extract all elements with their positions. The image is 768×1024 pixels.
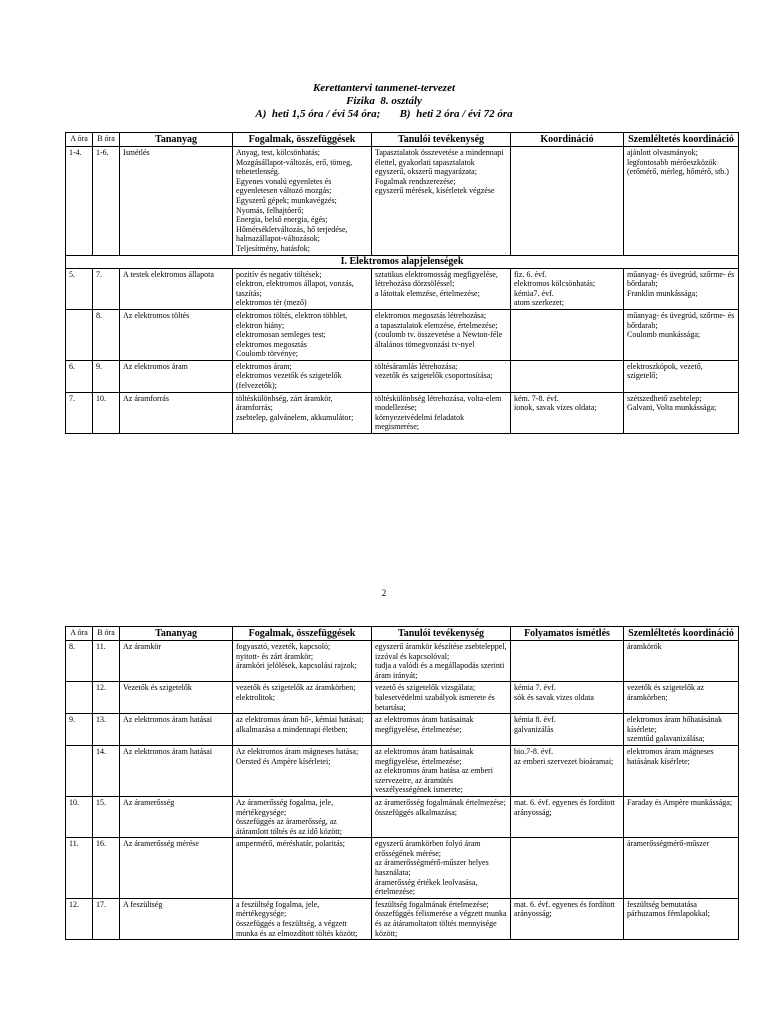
- column-header-coordination: Koordináció: [511, 133, 624, 147]
- cell-line: a feszültség fogalma, jele, mértékegysége;: [236, 899, 320, 919]
- cell-line: mat. 6. évf. egyenes és fordított arányosság;: [514, 899, 615, 919]
- column-header-topic: Tananyag: [120, 133, 233, 147]
- b-hour-cell: 1-6.: [93, 147, 120, 256]
- page-number: 2: [381, 588, 387, 598]
- column-header-b-hour: B óra: [93, 627, 120, 641]
- demonstration-cell: [624, 714, 739, 746]
- demonstration-cell: [624, 268, 739, 309]
- cell-line: vezetők és szigetelők az áramkörben;: [236, 683, 356, 693]
- cell-line: a tapasztalatok elemzése, értelmezése;: [375, 320, 498, 330]
- table-row: [66, 309, 739, 360]
- demonstration-cell: [624, 360, 739, 392]
- cell-line: alkalmazása a mindennapi életben;: [236, 724, 348, 734]
- cell-line: feszültség fogalmának értelmezése;: [375, 899, 489, 909]
- coordination-cell: [511, 898, 624, 939]
- cell-line: Teljesítmény, hatásfok;: [236, 243, 311, 253]
- b-hour-cell: 7.: [93, 268, 120, 309]
- concepts-cell: [233, 360, 372, 392]
- b-hour-cell: 14.: [93, 745, 120, 796]
- b-hour-cell: 9.: [93, 360, 120, 392]
- coordination-cell: [511, 147, 624, 256]
- cell-line: elektromos áram mágneses hatásának kísérlete;: [627, 746, 714, 766]
- column-header-b-hour: B óra: [93, 133, 120, 147]
- a-hour-cell: 6.: [66, 360, 93, 392]
- activity-cell: [372, 714, 511, 746]
- coordination-cell: [511, 392, 624, 433]
- cell-line: bio.7-8. évf.: [514, 746, 554, 756]
- cell-line: töltésáramlás létrehozása;: [375, 361, 458, 371]
- a-hour-cell: [66, 309, 93, 360]
- activity-cell: [372, 392, 511, 433]
- table-row: [66, 745, 739, 796]
- topic-cell: A testek elektromos állapota: [120, 268, 233, 309]
- cell-line: feszültség bemutatása párhuzamos fémlapokkal;: [627, 899, 710, 919]
- table-header-row: [66, 627, 739, 641]
- cell-line: összefüggés az áramerősség, az átáramlott töltés és az idő között;: [236, 817, 342, 836]
- concepts-cell: [233, 641, 372, 682]
- cell-line: fogyasztó, vezeték, kapcsoló;: [236, 642, 331, 651]
- cell-line: egyszerű mérések, kísérletek végzése: [375, 186, 495, 196]
- topic-cell: Az elektromos áram: [120, 360, 233, 392]
- topic-cell: Az áramkör: [120, 641, 233, 682]
- cell-line: egyszerű áramkör készítése zsebteleppel, izzóval és kapcsolóval;: [375, 642, 507, 661]
- cell-line: elektrolitok;: [236, 692, 276, 702]
- demonstration-cell: [624, 745, 739, 796]
- a-hour-cell: 8.: [66, 641, 93, 682]
- a-hour-cell: 11.: [66, 838, 93, 899]
- document-title: Kerettantervi tanmenet-tervezet: [312, 82, 456, 94]
- curriculum-table-page1: [65, 132, 739, 434]
- cell-line: Egyenes vonalú egyenletes és egyenletesen változó mozgás;: [236, 176, 332, 196]
- activity-cell: [372, 147, 511, 256]
- cell-line: Nyomás, felhajtóerő;: [236, 205, 304, 215]
- cell-line: elektromosan semleges test;: [236, 330, 326, 340]
- concepts-cell: [233, 898, 372, 939]
- concepts-cell: [233, 268, 372, 309]
- b-hour-cell: 13.: [93, 714, 120, 746]
- column-header-review: Folyamatos ismétlés: [511, 627, 624, 641]
- cell-line: összefüggés a feszültség, a végzett munka és az elmozdított töltés között;: [236, 919, 358, 938]
- cell-line: Az elektromos áram mágneses hatása;: [236, 746, 359, 756]
- concepts-cell: [233, 682, 372, 714]
- activity-cell: [372, 745, 511, 796]
- a-hour-cell: [66, 682, 93, 714]
- column-header-a-hour: A óra: [66, 627, 93, 641]
- demonstration-cell: [624, 838, 739, 899]
- activity-cell: [372, 682, 511, 714]
- cell-line: Faraday és Ampère munkássága;: [627, 797, 733, 807]
- cell-line: az áramerősség fogalmának értelmezése;: [375, 797, 506, 807]
- b-hour-cell: 16.: [93, 838, 120, 899]
- cell-line: galvanizálás: [514, 724, 554, 734]
- cell-line: műanyag- és üvegrúd, szőrme- és bőrdarab;: [627, 310, 735, 330]
- activity-cell: [372, 360, 511, 392]
- concepts-cell: [233, 796, 372, 837]
- cell-line: összefüggés felismerése a végzett munka és az átáramoltatott töltés mennyisége között;: [375, 909, 507, 938]
- column-header-activity: Tanulói tevékenység: [372, 133, 511, 147]
- concepts-cell: [233, 838, 372, 899]
- cell-line: legfontosabb mérőeszközök (erőmérő, mérleg, hőmérő, stb.): [627, 157, 729, 177]
- cell-line: Tapasztalatok összevetése a mindennapi élettel, gyakorlati tapasztalatok egyszerű, okszerű magyarázata;: [375, 148, 504, 177]
- cell-line: balesetvédelmi szabályok ismerete és betartása;: [375, 692, 495, 712]
- demonstration-cell: [624, 309, 739, 360]
- cell-line: töltéskülönbség, zárt áramkör, áramforrás;: [236, 393, 333, 413]
- cell-line: elektron, elektromos állapot, vonzás, taszítás;: [236, 279, 354, 298]
- cell-line: Mozgásállapot-változás, erő, tömeg, tehetetlenség.: [236, 157, 353, 177]
- cell-line: ajánlott olvasmányok;: [627, 148, 698, 157]
- cell-line: Oersted és Ampère kísérletei;: [236, 756, 331, 766]
- coordination-cell: [511, 796, 624, 837]
- topic-cell: Az elektromos áram hatásai: [120, 714, 233, 746]
- cell-line: áramkörök: [627, 642, 662, 651]
- cell-line: kém. 7-8. évf.: [514, 393, 559, 403]
- cell-line: az elektromos áram hatásainak megfigyelése, értelmezése;: [375, 715, 474, 734]
- cell-line: zsebtelep, galvánelem, akkumulátor;: [236, 412, 354, 422]
- a-hour-cell: 7.: [66, 392, 93, 433]
- coordination-cell: [511, 309, 624, 360]
- topic-cell: Az áramerősség: [120, 796, 233, 837]
- column-header-concepts: Fogalmak, összefüggések: [233, 627, 372, 641]
- cell-line: vezetők és szigetelők csoportosítása;: [375, 371, 493, 381]
- table-row: [66, 898, 739, 939]
- cell-line: egyszerű áramkörben folyó áram erősségének mérése;: [375, 839, 481, 858]
- cell-line: szemtűd galavanizálása;: [627, 734, 705, 744]
- demonstration-cell: [624, 796, 739, 837]
- cell-line: áramerősség értékek leolvasása, értelmezése;: [375, 877, 478, 897]
- document-title-block: [0, 82, 768, 121]
- cell-line: (coulomb tv. összevetése a Newton-féle általános tömegvonzási tv-nyel: [375, 330, 503, 349]
- topic-cell: Az elektromos áram hatásai: [120, 745, 233, 796]
- table-row: [66, 796, 739, 837]
- a-hour-cell: 5.: [66, 268, 93, 309]
- coordination-cell: [511, 641, 624, 682]
- topic-cell: Ismétlés: [120, 147, 233, 256]
- cell-line: műanyag- és üvegrúd, szőrme- és bőrdarab;: [627, 269, 735, 289]
- cell-line: Anyag, test, kölcsönhatás;: [236, 148, 320, 157]
- cell-line: elektromos áram hőhatásának kísérlete;: [627, 715, 723, 734]
- b-hour-cell: 17.: [93, 898, 120, 939]
- demonstration-cell: [624, 898, 739, 939]
- b-hour-cell: 12.: [93, 682, 120, 714]
- cell-line: kémia 8. évf.: [514, 715, 556, 725]
- cell-line: kémia7. évf.: [514, 288, 554, 298]
- cell-line: sók és savak vizes oldata: [514, 692, 594, 702]
- column-header-demonstration: Szemléltetés koordináció: [624, 627, 739, 641]
- cell-line: elektromos megosztás létrehozása;: [375, 310, 487, 320]
- cell-line: tudja a valódi és a megállapodás szerinti áram irányát;: [375, 661, 505, 680]
- table-row: [66, 641, 739, 682]
- a-hour-cell: [66, 745, 93, 796]
- topic-cell: Az elektromos töltés: [120, 309, 233, 360]
- column-header-concepts: Fogalmak, összefüggések: [233, 133, 372, 147]
- cell-line: elektromos megosztás: [236, 339, 307, 349]
- cell-line: töltéskülönbség létrehozása, volta-elem modellezése;: [375, 393, 502, 413]
- cell-line: Galvani, Volta munkássága;: [627, 403, 717, 413]
- demonstration-cell: [624, 641, 739, 682]
- table-row: [66, 268, 739, 309]
- cell-line: nyitott- és zárt áramkör;: [236, 651, 314, 661]
- table-row: [66, 838, 739, 899]
- coordination-cell: [511, 682, 624, 714]
- cell-line: fiz. 6. évf.: [514, 269, 547, 279]
- table-row: [66, 714, 739, 746]
- cell-line: környezetvédelmi feladatok megismerése;: [375, 412, 465, 432]
- cell-line: elektroszkópok, vezető, szigetelő;: [627, 361, 703, 381]
- coordination-cell: [511, 838, 624, 899]
- concepts-cell: [233, 745, 372, 796]
- b-hour-cell: 15.: [93, 796, 120, 837]
- column-header-a-hour: A óra: [66, 133, 93, 147]
- table-row: [66, 360, 739, 392]
- table-row: [66, 147, 739, 256]
- cell-line: Franklin munkássága;: [627, 288, 698, 298]
- section-title: I. Elektromos alapjelenségek: [66, 255, 739, 268]
- a-hour-cell: 9.: [66, 714, 93, 746]
- cell-line: atom szerkezet;: [514, 298, 564, 308]
- a-hour-cell: 12.: [66, 898, 93, 939]
- activity-cell: [372, 796, 511, 837]
- concepts-cell: [233, 147, 372, 256]
- cell-line: Coulomb törvénye;: [236, 349, 298, 359]
- coordination-cell: [511, 714, 624, 746]
- cell-line: vezetők és szigetelők az áramkörben;: [627, 683, 705, 702]
- activity-cell: [372, 309, 511, 360]
- table-header-row: [66, 133, 739, 147]
- concepts-cell: [233, 714, 372, 746]
- table-row: [66, 392, 739, 433]
- concepts-cell: [233, 392, 372, 433]
- cell-line: az elektromos áram hő-, kémiai hatásai;: [236, 715, 364, 725]
- concepts-cell: [233, 309, 372, 360]
- topic-cell: Az áramerősség mérése: [120, 838, 233, 899]
- table-row: [66, 682, 739, 714]
- section-header-row: [66, 255, 739, 268]
- column-header-demonstration: Szemléltetés koordináció: [624, 133, 739, 147]
- topic-cell: A feszültség: [120, 898, 233, 939]
- cell-line: Coulomb munkássága;: [627, 330, 701, 340]
- document-hours-line: A) heti 1,5 óra / évi 54 óra; B) heti 2 óra / évi 72 óra: [255, 108, 513, 120]
- cell-line: ionok, savak vizes oldata;: [514, 403, 597, 413]
- cell-line: szétszedhető zsebtelep;: [627, 393, 702, 403]
- cell-line: elektromos kölcsönhatás;: [514, 279, 596, 289]
- activity-cell: [372, 838, 511, 899]
- cell-line: Energia, belső energia, égés;: [236, 215, 328, 225]
- cell-line: az áramerősségmérő-műszer helyes használata;: [375, 858, 489, 878]
- cell-line: vezető és szigetelők vizsgálata;: [375, 683, 476, 693]
- coordination-cell: [511, 745, 624, 796]
- demonstration-cell: [624, 147, 739, 256]
- a-hour-cell: 10.: [66, 796, 93, 837]
- activity-cell: [372, 898, 511, 939]
- document-subtitle: Fizika 8. osztály: [346, 95, 422, 107]
- curriculum-table-page2: [65, 626, 739, 940]
- cell-line: Az áramerősség fogalma, jele, mértékegysége;: [236, 797, 334, 817]
- cell-line: összefüggés alkalmazása;: [375, 807, 457, 817]
- cell-line: elektromos áram;: [236, 361, 292, 371]
- cell-line: pozitív és negatív töltések;: [236, 269, 322, 279]
- b-hour-cell: 8.: [93, 309, 120, 360]
- cell-line: áramerősségmérő-műszer: [627, 839, 710, 849]
- cell-line: az elektromos áram hatásainak megfigyelése, értelmezése;: [375, 746, 474, 766]
- demonstration-cell: [624, 682, 739, 714]
- cell-line: elektromos töltés, elektron többlet, elektron hiány;: [236, 310, 348, 330]
- cell-line: az emberi szervezet bioáramai;: [514, 756, 614, 766]
- cell-line: sztatikus elektromosság megfigyelése, létrehozása dörzsöléssel;: [375, 269, 498, 289]
- a-hour-cell: 1-4.: [66, 147, 93, 256]
- cell-line: áramköri jelölések, kapcsolási rajzok;: [236, 661, 357, 671]
- demonstration-cell: [624, 392, 739, 433]
- topic-cell: Az áramforrás: [120, 392, 233, 433]
- cell-line: Fogalmak rendszerezése;: [375, 176, 456, 186]
- coordination-cell: [511, 360, 624, 392]
- topic-cell: Vezetők és szigetelők: [120, 682, 233, 714]
- cell-line: az elektromos áram hatása az emberi szervezetre, az áramütés veszélyességének ismerete;: [375, 766, 493, 795]
- cell-line: Hőmérsékletváltozás, hő terjedése, halmazállapot-változások;: [236, 224, 348, 244]
- b-hour-cell: 11.: [93, 641, 120, 682]
- column-header-topic: Tananyag: [120, 627, 233, 641]
- coordination-cell: [511, 268, 624, 309]
- cell-line: elektromos tér (mező): [236, 298, 307, 308]
- cell-line: mat. 6. évf. egyenes és fordított arányosság;: [514, 797, 615, 817]
- cell-line: kémia 7. évf.: [514, 683, 556, 693]
- cell-line: Egyszerű gépek; munkavégzés;: [236, 195, 337, 205]
- activity-cell: [372, 641, 511, 682]
- activity-cell: [372, 268, 511, 309]
- cell-line: a látottak elemzése, értelmezése;: [375, 288, 480, 298]
- column-header-activity: Tanulói tevékenység: [372, 627, 511, 641]
- b-hour-cell: 10.: [93, 392, 120, 433]
- cell-line: elektromos vezetők és szigetelők (felvezetők);: [236, 371, 342, 391]
- cell-line: ampermérő, méréshatár, polaritás;: [236, 839, 345, 849]
